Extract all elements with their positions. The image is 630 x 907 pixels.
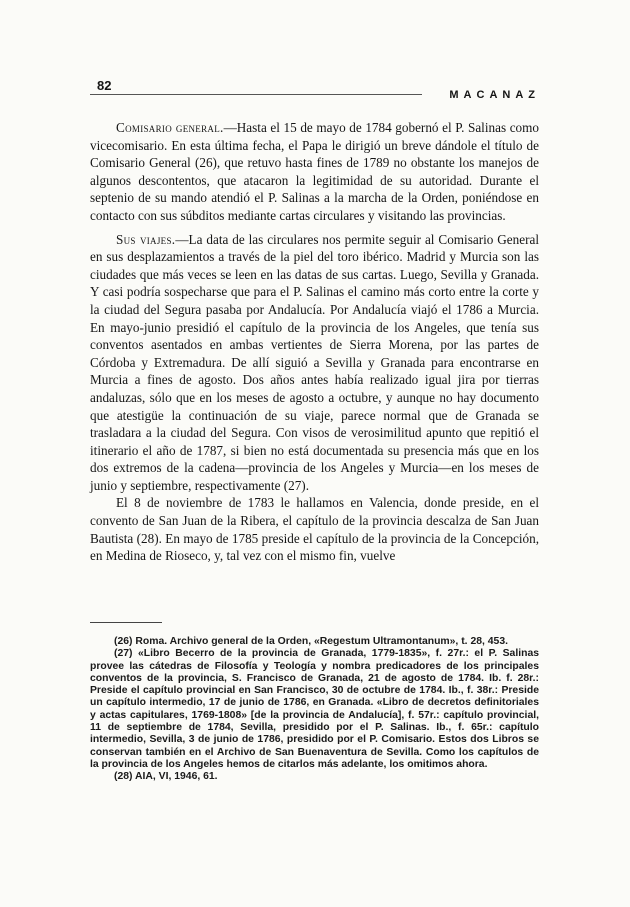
footnote-27: (27) «Libro Becerro de la provincia de Granada, 1779-1835», f. 27r.: el P. Salinas provee las cátedras de Filosofía y Teología y nombra predicadores de los principales conventos de la provincia, S. Francisco de Granada, 21 de agosto de 1784. Ib. f. 28r.: Preside el capítulo provincial en San Francisco, 30 de octubre de 1784. Ib., f. 38r.: Preside un capítulo intermedio, 17 de junio de 1786, en Granada. «Libro de decretos definitoriales y actas capitulares, 1769-1808» [de la provincia de Andalucía], f. 57r.: capítulo provincial, 11 de septiembre de 1784, Sevilla, presidido por el P. Salinas. Ib., f. 65r.: capítulo intermedio, Sevilla, 3 de junio de 1786, presidido por el P. Comisario. Estos dos Libros se conservan también en el Archivo de San Buenaventura de Sevilla. Como los capítulos de la provincia de los Angeles hemos de citarlos más adelante, los omitimos ahora. [90, 648, 539, 770]
paragraph-text: —La data de las circulares nos permite seguir al Comisario General en sus desplazamientos a través de la piel del toro ibérico. Madrid y Murcia son las ciudades que más veces se leen en las datas de sus cartas. Luego, Sevilla y Granada. Y casi podría sospecharse que para el P. Salinas el camino más corto entre la corte y la ciudad del Segura pasaba por Andalucía. Por Andalucía viajó el 1786 a Murcia. En mayo-junio presidió el capítulo de la provincia de los Angeles, que tenía sus conventos asentados en ambas vertientes de Sierra Morena, por las partes de Córdoba y Extremadura. De allí siguió a Sevilla y Granada para encontrarse en Murcia a fines de agosto. Dos años antes había realizado igual jira por tierras andaluzas, sólo que en los meses de agosto a octubre, y aunque no hay documento que atestigüe la continuación de su viaje, parece normal que de Granada se trasladara a la ciudad del Segura. Con visos de verosimilitud apunto que repitió el itinerario el año de 1787, si bien no está documentada su presencia más que en los dos extremos de la cadena—provincia de los Angeles y Murcia—en los meses de junio y septiembre, respectivamente (27). [90, 231, 539, 493]
paragraph-comisario-general [90, 119, 539, 225]
footnotes [90, 636, 539, 784]
paragraph-text: —Hasta el 15 de mayo de 1784 gobernó el P. Salinas como vicecomisario. En esta última fecha, el Papa le dirigió un breve dándole el título de Comisario General (26), que retuvo hasta fines de 1789 no obstante los manejos de algunos descontentos, que atacaron la legitimidad de su autoridad. Durante el septenio de su mando atendió el P. Salinas a la marcha de la Orden, poniéndose en contacto con sus súbditos mediante cartas circulares y visitando las provincias. [90, 120, 539, 223]
running-title: MACANAZ [449, 89, 540, 101]
footnote-28: (28) AIA, VI, 1946, 61. [114, 771, 218, 783]
page-number: 82 [97, 78, 112, 93]
footnote-26: (26) Roma. Archivo general de la Orden, «Regestum Ultramontanum», t. 28, 453. [114, 636, 508, 647]
section-heading-comisario: Comisario general. [116, 120, 224, 135]
section-heading-viajes: Sus viajes. [116, 231, 176, 247]
footnote-rule [90, 622, 162, 623]
body-text [90, 119, 539, 571]
header-rule [90, 94, 422, 95]
paragraph-text: El 8 de noviembre de 1783 le hallamos en Valencia, donde preside, en el convento de San Juan de la Ribera, el capítulo de la provincia descalza de San Juan Bautista (28). En mayo de 1785 preside el capítulo de la provincia de la Concepción, en Medina de Rioseco, y, tal vez con el mismo fin, vuelve [90, 495, 539, 564]
paragraph-valencia [90, 494, 539, 564]
paragraph-sus-viajes [90, 231, 539, 495]
